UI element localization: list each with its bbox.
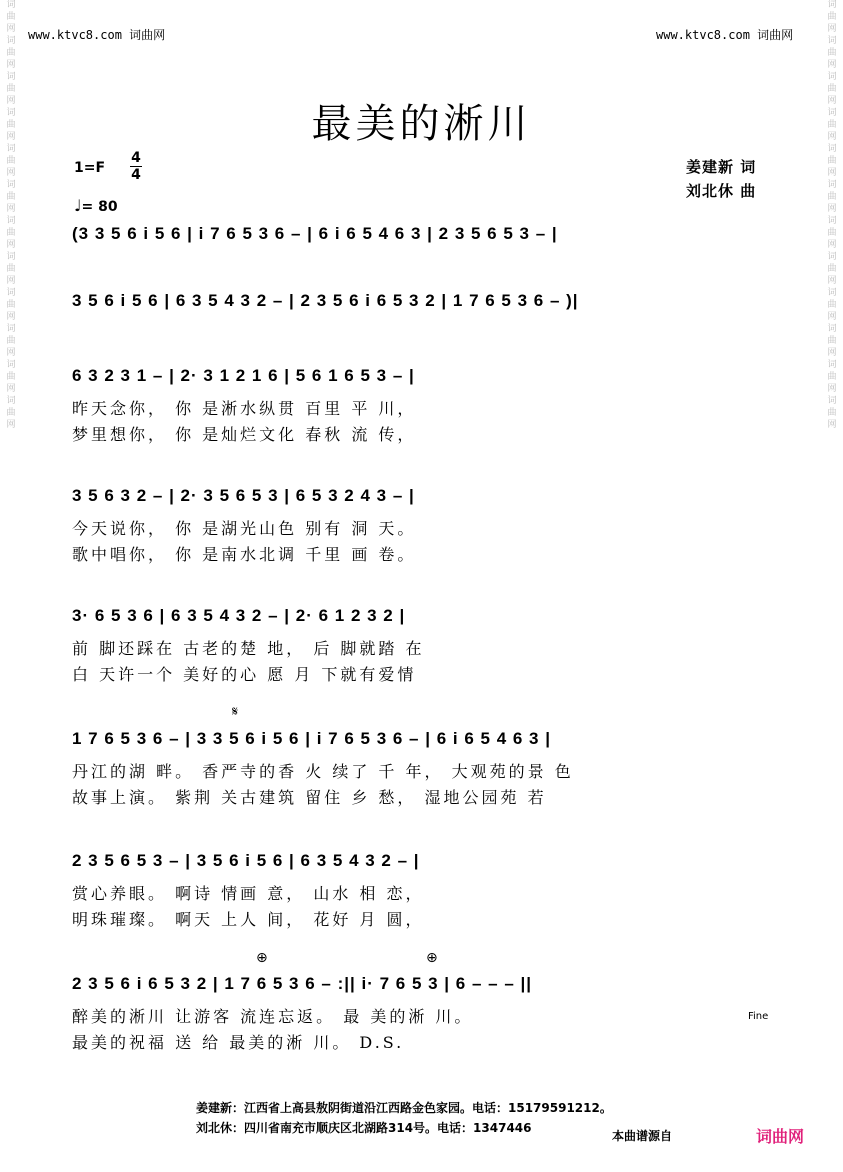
watermark-char: 网 <box>827 132 837 142</box>
score-line-6-notes: 1 7 6 5 3 6 – | 3 3 5 6 i 5 6 | i 7 6 5 3 6 – | 6 i 6 5 4 6 3 | <box>72 729 551 748</box>
watermark-char: 网 <box>6 420 16 430</box>
watermark-char: 词 <box>6 324 16 334</box>
score-line-5-lyric-1: 前 脚还踩在 古老的楚 地， 后 脚就踏 在 <box>72 639 425 658</box>
watermark-char: 曲 <box>827 408 837 418</box>
watermark-char: 词 <box>827 324 837 334</box>
score-line-6-lyric-1: 丹江的湖 畔。 香严寺的香 火 续了 千 年， 大观苑的景 色 <box>72 762 574 781</box>
watermark-char: 曲 <box>827 300 837 310</box>
watermark-char: 词 <box>6 72 16 82</box>
score-line-4-notes: 3 5 6 3 2 – | 2· 3 5 6 5 3 | 6 5 3 2 4 3 – | <box>72 486 415 505</box>
watermark-char: 网 <box>6 348 16 358</box>
watermark-char: 词 <box>827 360 837 370</box>
watermark-char: 网 <box>827 420 837 430</box>
watermark-char: 词 <box>827 396 837 406</box>
watermark-char: 网 <box>827 348 837 358</box>
watermark-char: 曲 <box>6 12 16 22</box>
time-signature <box>130 150 142 183</box>
score-line-5-lyric-2: 白 天许一个 美好的心 愿 月 下就有爱情 <box>72 665 417 684</box>
score-line-1-notes: (3 3 5 6 i 5 6 | i 7 6 5 3 6 – | 6 i 6 5 4 6 3 | 2 3 5 6 5 3 – | <box>72 224 558 243</box>
watermark-char: 曲 <box>6 408 16 418</box>
fine-mark: Fine <box>748 1011 769 1022</box>
quarter-note-icon: ♩ <box>74 196 82 215</box>
watermark-char: 网 <box>827 96 837 106</box>
watermark-char: 曲 <box>6 84 16 94</box>
watermark-char: 曲 <box>6 264 16 274</box>
coda-sign-icon-2: ⊕ <box>426 950 438 966</box>
watermark-char: 曲 <box>6 300 16 310</box>
coda-sign-icon-1: ⊕ <box>256 950 268 966</box>
watermark-char: 曲 <box>827 156 837 166</box>
watermark-char: 曲 <box>6 120 16 130</box>
watermark-char: 词 <box>6 360 16 370</box>
watermark-char: 词 <box>827 0 837 10</box>
watermark-char: 词 <box>6 0 16 10</box>
watermark-char: 词 <box>6 144 16 154</box>
watermark-char: 词 <box>827 216 837 226</box>
watermark-char: 网 <box>6 96 16 106</box>
watermark-char: 词 <box>827 108 837 118</box>
footer-lyricist-address: 姜建新：江西省上高县敖阴街道沿江西路金色家园。电话：15179591212。 <box>196 1101 612 1115</box>
score-line-3-lyric-2: 梦里想你， 你 是灿烂文化 春秋 流 传， <box>72 425 417 444</box>
score-line-8-notes: 2 3 5 6 i 6 5 3 2 | 1 7 6 5 3 6 – :|| i· 7 6 5 3 | 6 – – – || <box>72 974 533 993</box>
watermark-char: 曲 <box>6 228 16 238</box>
score-line-7-lyric-2: 明珠璀璨。 啊天 上人 间， 花好 月 圆， <box>72 910 425 929</box>
watermark-char: 曲 <box>6 336 16 346</box>
site-header-right[interactable]: www.ktvc8.com 词曲网 <box>656 28 794 42</box>
left-watermark-strip <box>2 0 20 1172</box>
watermark-char: 曲 <box>827 84 837 94</box>
watermark-char: 网 <box>827 204 837 214</box>
watermark-char: 网 <box>6 240 16 250</box>
watermark-char: 曲 <box>827 228 837 238</box>
score-line-8-lyric-1: 醉美的淅川 让游客 流连忘返。 最 美的淅 川。 <box>72 1007 474 1026</box>
watermark-char: 网 <box>827 312 837 322</box>
watermark-char: 曲 <box>6 48 16 58</box>
watermark-char: 词 <box>6 180 16 190</box>
watermark-char: 曲 <box>827 372 837 382</box>
watermark-char: 网 <box>827 168 837 178</box>
composer-credit: 刘北休 曲 <box>686 182 757 200</box>
time-signature-bottom: 4 <box>131 167 141 183</box>
score-line-3-lyric-1: 昨天念你， 你 是淅水纵贯 百里 平 川， <box>72 399 417 418</box>
tempo-mark <box>74 196 118 215</box>
watermark-char: 词 <box>6 252 16 262</box>
watermark-char: 词 <box>6 36 16 46</box>
watermark-char: 词 <box>6 288 16 298</box>
watermark-char: 词 <box>827 72 837 82</box>
right-watermark-strip <box>823 0 841 1172</box>
watermark-char: 词 <box>6 216 16 226</box>
watermark-char: 网 <box>827 276 837 286</box>
footer-composer-address: 刘北休：四川省南充市顺庆区北湖路314号。电话：1347446 <box>196 1121 532 1135</box>
watermark-char: 曲 <box>827 336 837 346</box>
watermark-char: 词 <box>827 252 837 262</box>
score-line-7-lyric-1: 赏心养眼。 啊诗 情画 意， 山水 相 恋， <box>72 884 425 903</box>
score-line-7-notes: 2 3 5 6 5 3 – | 3 5 6 i 5 6 | 6 3 5 4 3 2 – | <box>72 851 420 870</box>
watermark-char: 词 <box>6 396 16 406</box>
watermark-char: 曲 <box>6 372 16 382</box>
watermark-char: 网 <box>6 204 16 214</box>
score-line-5-notes: 3· 6 5 3 6 | 6 3 5 4 3 2 – | 2· 6 1 2 3 2 | <box>72 606 406 625</box>
watermark-char: 曲 <box>827 264 837 274</box>
watermark-char: 网 <box>6 168 16 178</box>
score-line-6-lyric-2: 故事上演。 紫荆 关古建筑 留住 乡 愁， 湿地公园苑 若 <box>72 788 547 807</box>
time-signature-top: 4 <box>131 150 141 166</box>
watermark-char: 网 <box>827 240 837 250</box>
watermark-char: 曲 <box>6 192 16 202</box>
segno-sign-icon: 𝄋 <box>232 704 239 720</box>
watermark-char: 曲 <box>827 48 837 58</box>
watermark-char: 词 <box>827 36 837 46</box>
score-line-2-notes: 3 5 6 i 5 6 | 6 3 5 4 3 2 – | 2 3 5 6 i 6 5 3 2 | 1 7 6 5 3 6 – )| <box>72 291 579 310</box>
watermark-char: 网 <box>827 60 837 70</box>
song-title: 最美的淅川 <box>311 101 532 147</box>
site-header-left[interactable]: www.ktvc8.com 词曲网 <box>28 28 166 42</box>
score-line-4-lyric-2: 歌中唱你， 你 是南水北调 千里 画 卷。 <box>72 545 417 564</box>
watermark-char: 词 <box>6 108 16 118</box>
watermark-char: 网 <box>827 24 837 34</box>
watermark-char: 词 <box>827 288 837 298</box>
watermark-char: 网 <box>6 24 16 34</box>
watermark-char: 词 <box>827 180 837 190</box>
watermark-char: 网 <box>6 276 16 286</box>
watermark-char: 网 <box>6 384 16 394</box>
watermark-char: 网 <box>6 132 16 142</box>
watermark-char: 曲 <box>827 120 837 130</box>
watermark-char: 词 <box>827 144 837 154</box>
tempo-value: = 80 <box>81 199 118 215</box>
footer-source-label: 本曲谱源自 <box>612 1129 673 1143</box>
watermark-char: 曲 <box>827 12 837 22</box>
watermark-char: 网 <box>827 384 837 394</box>
score-line-4-lyric-1: 今天说你， 你 是湖光山色 别有 洞 天。 <box>72 519 417 538</box>
key-signature: 1=F <box>74 160 106 176</box>
watermark-char: 曲 <box>827 192 837 202</box>
site-logo[interactable]: 词曲网 <box>756 1127 805 1146</box>
watermark-char: 网 <box>6 60 16 70</box>
lyricist-credit: 姜建新 词 <box>686 158 757 176</box>
watermark-char: 曲 <box>6 156 16 166</box>
watermark-char: 网 <box>6 312 16 322</box>
score-line-8-lyric-2: 最美的祝福 送 给 最美的淅 川。 D.S. <box>72 1033 405 1052</box>
score-line-3-notes: 6 3 2 3 1 – | 2· 3 1 2 1 6 | 5 6 1 6 5 3 – | <box>72 366 415 385</box>
